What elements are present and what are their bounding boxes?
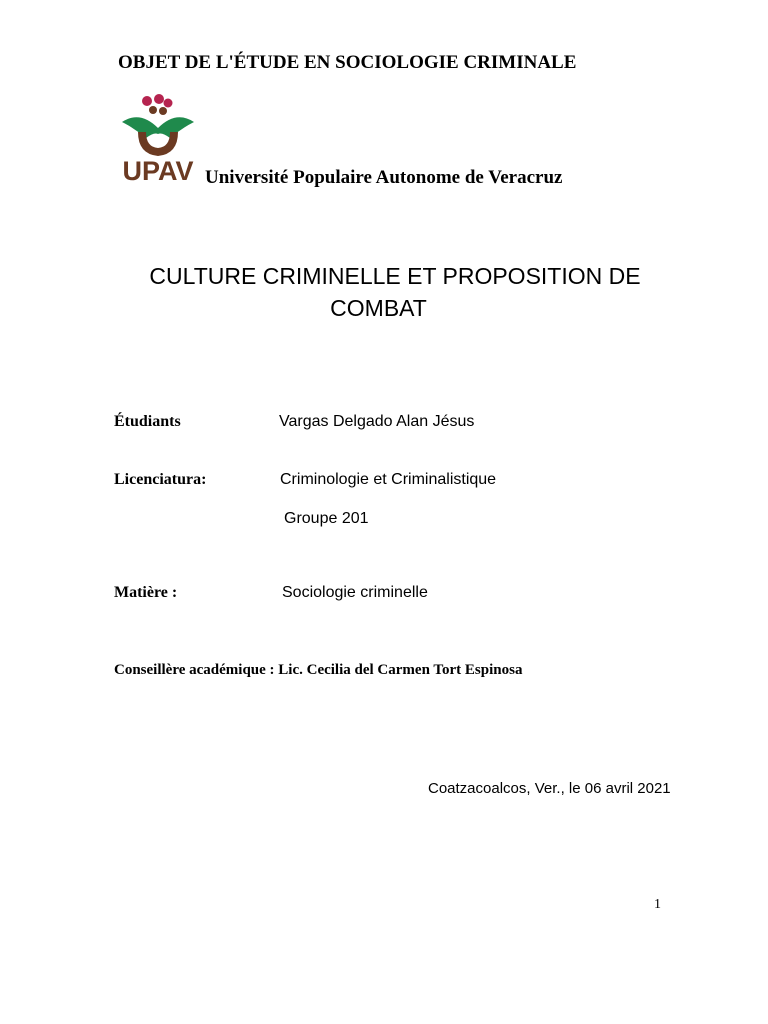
svg-text:UPAV: UPAV <box>122 156 194 184</box>
upav-logo <box>112 94 204 184</box>
subject-label: Matière : <box>114 584 178 601</box>
document-title-line-1: CULTURE CRIMINELLE ET PROPOSITION DE <box>149 263 641 289</box>
group-value: Groupe 201 <box>284 510 369 527</box>
document-heading: OBJET DE L'ÉTUDE EN SOCIOLOGIE CRIMINALE <box>118 52 577 73</box>
academic-counselor: Conseillère académique : Lic. Cecilia del Carmen Tort Espinosa <box>114 662 523 678</box>
students-label: Étudiants <box>114 413 181 430</box>
students-value: Vargas Delgado Alan Jésus <box>279 413 475 430</box>
degree-value: Criminologie et Criminalistique <box>280 471 497 488</box>
page-number: 1 <box>654 897 661 912</box>
university-name: Université Populaire Autonome de Veracruz <box>205 167 563 188</box>
upav-emblem-icon <box>112 94 204 184</box>
place-and-date: Coatzacoalcos, Ver., le 06 avril 2021 <box>428 780 671 797</box>
document-title-line-2: COMBAT <box>330 295 427 321</box>
degree-label: Licenciatura: <box>114 471 207 488</box>
subject-value: Sociologie criminelle <box>282 584 428 601</box>
